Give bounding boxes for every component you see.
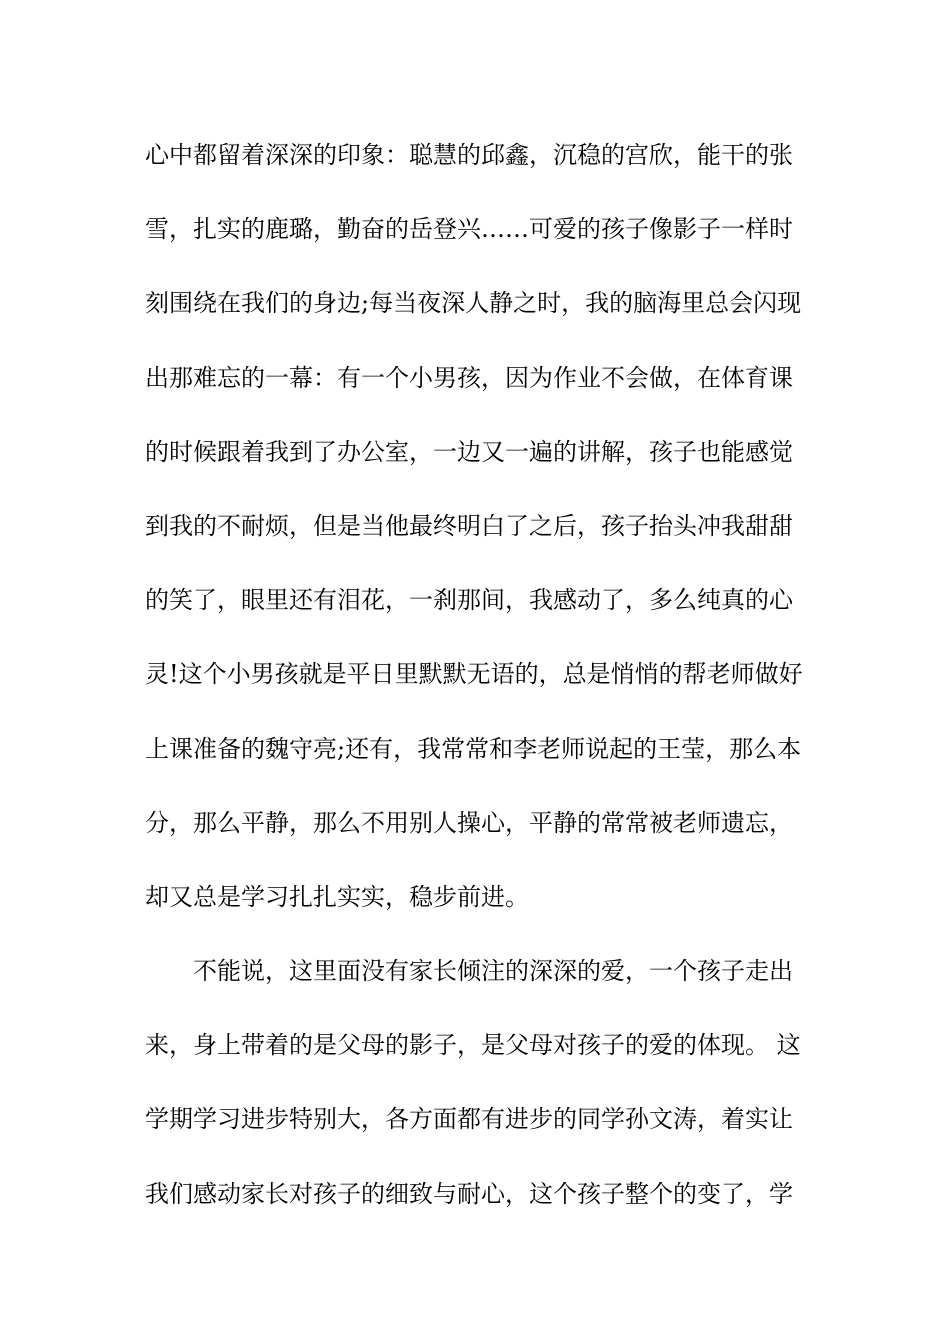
text-line: 雪，扎实的鹿璐，勤奋的岳登兴……可爱的孩子像影子一样时 (145, 215, 793, 244)
text-line: 不能说，这里面没有家长倾注的深深的爱，一个孩子走出 (193, 957, 793, 986)
text-line: 的笑了，眼里还有泪花，一刹那间，我感动了，多么纯真的心 (145, 586, 793, 615)
text-line: 却又总是学习扎扎实实，稳步前进。 (145, 882, 529, 911)
text-line: 我们感动家长对孩子的细致与耐心，这个孩子整个的变了，学 (145, 1179, 793, 1208)
document-body (145, 130, 815, 1243)
text-line: 上课准备的魏守亮;还有，我常常和李老师说起的王莹，那么本 (145, 734, 802, 763)
paragraph-1 (145, 130, 815, 946)
text-line: 的时候跟着我到了办公室，一边又一遍的讲解，孩子也能感觉 (145, 437, 793, 466)
text-line: 分，那么平静，那么不用别人操心，平静的常常被老师遗忘， (145, 808, 793, 837)
text-line: 灵!这个小男孩就是平日里默默无语的，总是悄悄的帮老师做好 (145, 660, 803, 689)
text-line: 刻围绕在我们的身边;每当夜深人静之时，我的脑海里总会闪现 (145, 289, 802, 318)
text-line: 心中都留着深深的印象：聪慧的邱鑫，沉稳的宫欣，能干的张 (145, 141, 793, 169)
text-line: 出那难忘的一幕：有一个小男孩，因为作业不会做，在体育课 (145, 363, 793, 392)
text-line: 到我的不耐烦，但是当他最终明白了之后，孩子抬头冲我甜甜 (145, 511, 793, 540)
paragraph-2 (145, 946, 815, 1243)
text-line: 学期学习进步特别大，各方面都有进步的同学孙文涛，着实让 (145, 1105, 793, 1134)
text-line: 来，身上带着的是父母的影子，是父母对孩子的爱的体现。 这 (145, 1031, 801, 1060)
